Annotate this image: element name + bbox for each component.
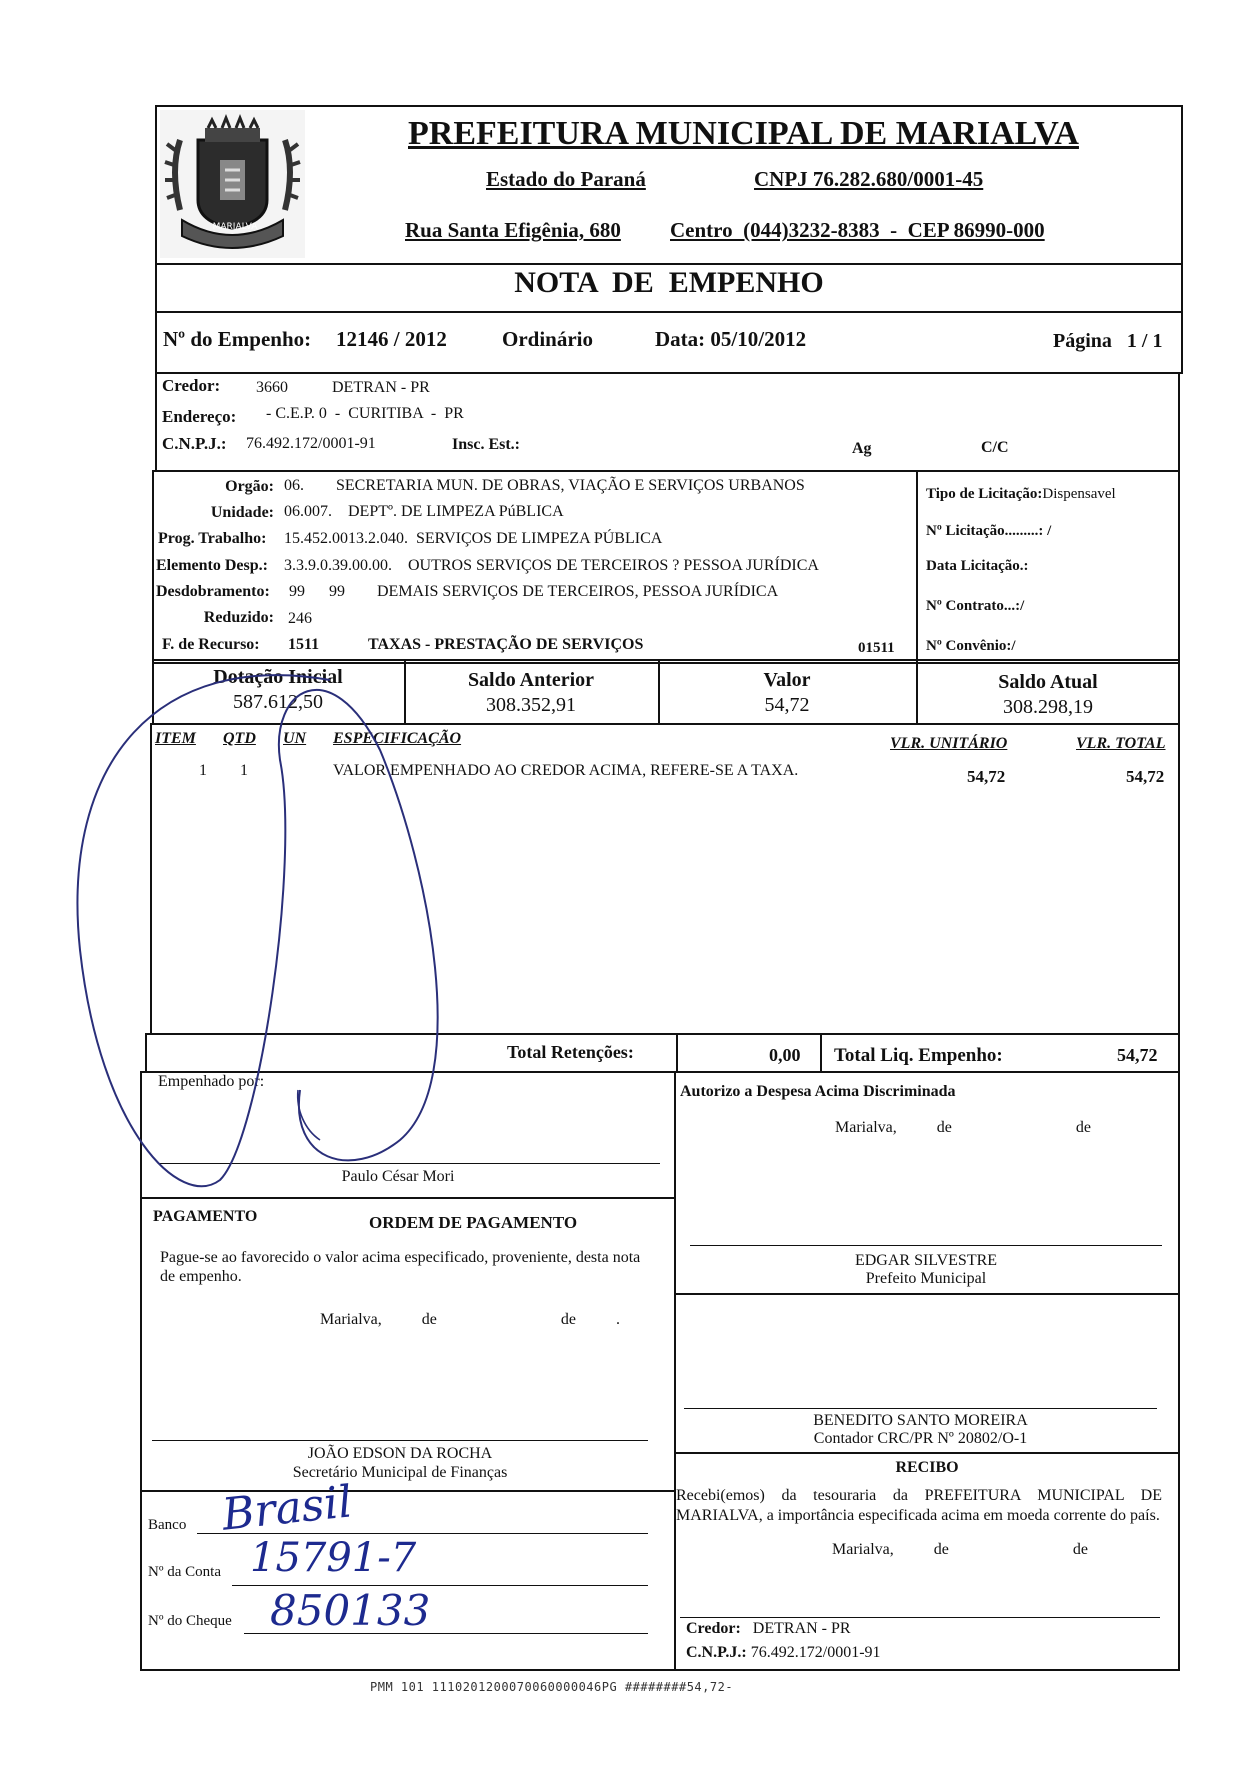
credor-name: DETRAN - PR	[332, 379, 430, 396]
cnpj-label: CNPJ 76.282.680/0001-45	[754, 167, 984, 191]
conta-label: Nº da Conta	[148, 1564, 221, 1580]
empenhado-por-label: Empenhado por:	[158, 1073, 265, 1090]
state-label: Estado do Paraná	[486, 167, 646, 191]
valor-value: 54,72	[764, 694, 810, 716]
total-retencoes-value: 0,00	[769, 1045, 801, 1065]
total-liquido-label: Total Liq. Empenho:	[834, 1045, 1003, 1066]
numero-licitacao: Nº Licitação.........: /	[926, 523, 1052, 539]
row-valor-unitario: 54,72	[967, 767, 1006, 786]
empenho-number: 12146 / 2012	[336, 327, 447, 351]
credor-cnpj: 76.492.172/0001-91	[246, 435, 376, 452]
cheque-handwritten: 850133	[270, 1586, 431, 1635]
recibo-credor-name: DETRAN - PR	[752, 1620, 851, 1637]
fonte-recurso-label: F. de Recurso:	[162, 636, 260, 653]
banco-label: Banco	[148, 1517, 187, 1533]
prefeito-name: EDGAR SILVESTRE	[854, 1252, 998, 1269]
crest-banner-text: MARIALVA	[212, 222, 258, 232]
unidade-value: 06.007. DEPTº. DE LIMPEZA PúBLICA	[284, 503, 564, 520]
contador-name: BENEDITO SANTO MOREIRA	[813, 1412, 1028, 1429]
prefeito-title: Prefeito Municipal	[865, 1270, 987, 1287]
recibo-text: Recebi(emos) da tesouraria da PREFEITURA MUNICIPAL DE MARIALVA, a importância especificada acima em moeda corrente do país.	[676, 1487, 1162, 1524]
orgao-label: Orgão:	[225, 478, 274, 495]
row-qtd: 1	[240, 762, 248, 779]
pagamento-text: Pague-se ao favorecido o valor acima especificado, proveniente, desta nota de empenho.	[160, 1249, 641, 1285]
pagamento-label: PAGAMENTO	[153, 1208, 258, 1225]
recibo-title: RECIBO	[895, 1459, 959, 1476]
orgao-value: 06. SECRETARIA MUN. DE OBRAS, VIAÇÃO E SERVIÇOS URBANOS	[284, 477, 805, 494]
saldo-atual-value: 308.298,19	[1003, 696, 1093, 718]
dotacao-inicial-label: Dotação Inicial	[213, 666, 343, 688]
cc-label: C/C	[981, 439, 1009, 456]
prog-trabalho-label: Prog. Trabalho:	[158, 530, 267, 547]
endereco-label: Endereço:	[162, 407, 237, 426]
row-valor-total: 54,72	[1126, 767, 1165, 786]
row-item: 1	[199, 762, 207, 779]
desdobramento-value: 99 99 DEMAIS SERVIÇOS DE TERCEIROS, PESSOA JURÍDICA	[289, 583, 779, 600]
empenhado-name: Paulo César Mori	[341, 1168, 455, 1185]
saldo-anterior-label: Saldo Anterior	[467, 669, 595, 691]
street-address: Rua Santa Efigênia, 680	[405, 218, 621, 242]
empenho-date: Data: 05/10/2012	[655, 327, 807, 351]
numero-convenio: Nº Convênio:/	[926, 638, 1016, 654]
elemento-desp-value: 3.3.9.0.39.00.00. OUTROS SERVIÇOS DE TERCEIROS ? PESSOA JURÍDICA	[284, 557, 819, 574]
row-especificacao: VALOR EMPENHADO AO CREDOR ACIMA, REFERE-SE A TAXA.	[333, 762, 799, 779]
col-item: ITEM	[155, 730, 196, 747]
fonte-recurso-name: TAXAS - PRESTAÇÃO DE SERVIÇOS	[368, 636, 644, 653]
elemento-desp-label: Elemento Desp.:	[156, 557, 268, 574]
recibo-credor-label: Credor:	[686, 1620, 741, 1637]
unidade-label: Unidade:	[210, 504, 274, 521]
cheque-label: Nº do Cheque	[148, 1613, 232, 1629]
tipo-licitacao-text: Tipo de Licitação:	[926, 486, 1043, 502]
secretario-name: JOÃO EDSON DA ROCHA	[307, 1445, 493, 1462]
credor-code: 3660	[256, 379, 288, 396]
recibo-date-line: Marialva, de de	[832, 1541, 1088, 1558]
banco-handwritten: Brasil	[219, 1476, 355, 1541]
recibo-cnpj-value: 76.492.172/0001-91	[750, 1644, 881, 1661]
autorizo-date-line: Marialva, de de	[835, 1119, 1091, 1136]
document-title: NOTA DE EMPENHO	[514, 266, 824, 299]
col-especificacao: ESPECIFICAÇÃO	[333, 730, 462, 747]
autorizo-label: Autorizo a Despesa Acima Discriminada	[680, 1083, 956, 1100]
col-un: UN	[283, 730, 307, 747]
insc-est-label: Insc. Est.:	[452, 436, 521, 453]
credor-address: - C.E.P. 0 - CURITIBA - PR	[266, 405, 464, 422]
empenho-type: Ordinário	[502, 327, 594, 351]
pagamento-date-line: Marialva, de de .	[320, 1311, 620, 1328]
ag-label: Ag	[852, 440, 872, 457]
numero-contrato: Nº Contrato...:/	[926, 598, 1025, 614]
reduzido-label: Reduzido:	[203, 609, 274, 626]
saldo-atual-label: Saldo Atual	[998, 671, 1098, 693]
credor-label: Credor:	[162, 376, 221, 395]
total-retencoes-label: Total Retenções:	[507, 1042, 634, 1062]
prog-trabalho-value: 15.452.0013.2.040. SERVIÇOS DE LIMPEZA PÚBLICA	[284, 530, 663, 547]
cnpj-label-credor: C.N.P.J.:	[162, 434, 227, 453]
footer-code: PMM 101 1110201200070060000046PG ########54,72-	[370, 1680, 734, 1694]
valor-label: Valor	[763, 669, 811, 691]
col-valor-unitario: VLR. UNITÁRIO	[890, 735, 1008, 752]
col-qtd: QTD	[223, 730, 256, 747]
secretario-title: Secretário Municipal de Finanças	[292, 1464, 508, 1481]
total-liquido-value: 54,72	[1117, 1045, 1158, 1065]
prefeitura-title: PREFEITURA MUNICIPAL DE MARIALVA	[408, 115, 1079, 152]
conta-handwritten: 15791-7	[250, 1535, 417, 1581]
fonte-recurso-number: 01511	[858, 640, 895, 656]
recibo-cnpj-label: C.N.P.J.:	[686, 1644, 747, 1661]
reduzido-value: 246	[288, 610, 312, 627]
contact-line: Centro (044)3232-8383 - CEP 86990-000	[670, 218, 1045, 242]
data-licitacao: Data Licitação.:	[926, 558, 1029, 574]
empenho-number-label: Nº do Empenho:	[163, 327, 312, 351]
tipo-licitacao-value: Dispensavel	[1042, 486, 1116, 502]
fonte-recurso-code: 1511	[288, 636, 320, 653]
dotacao-inicial-value: 587.612,50	[233, 691, 323, 713]
col-valor-total: VLR. TOTAL	[1076, 735, 1166, 752]
contador-title: Contador CRC/PR Nº 20802/O-1	[813, 1430, 1028, 1447]
desdobramento-label: Desdobramento:	[156, 583, 270, 600]
page-number: Página 1 / 1	[1053, 330, 1163, 352]
saldo-anterior-value: 308.352,91	[486, 694, 576, 716]
ordem-pagamento-label: ORDEM DE PAGAMENTO	[369, 1213, 578, 1232]
